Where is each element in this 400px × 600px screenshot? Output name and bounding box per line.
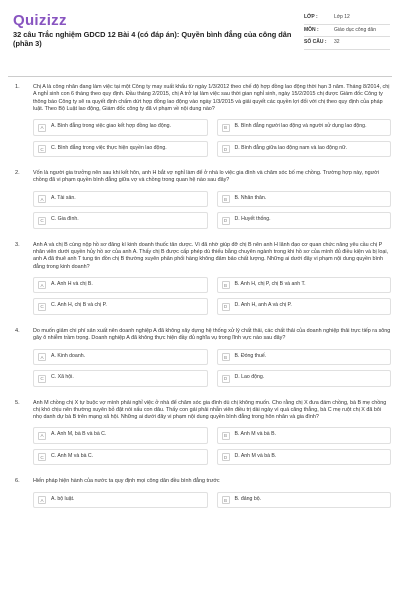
answer-option-a[interactable] bbox=[33, 191, 208, 208]
option-letter: A bbox=[38, 496, 46, 504]
option-letter: D bbox=[222, 303, 230, 311]
question-list bbox=[0, 84, 400, 521]
answer-options bbox=[33, 492, 391, 509]
answer-option-a[interactable] bbox=[33, 349, 208, 366]
answer-options bbox=[33, 191, 391, 229]
question-3 bbox=[0, 242, 400, 315]
question-text: Vốn là người gia trưởng nên sau khi kết hôn, anh H bắt vợ nghỉ làm để ở nhà lo việc gia đình và chăm sóc bố mẹ chồng. Trường hợp này, người chồng đã vi phạm quyền bình đẳng giữa vợ và chồng trong quan hệ nào sau đây? bbox=[33, 170, 379, 184]
option-text: A. Anh M, bà B và bà C. bbox=[51, 431, 107, 438]
answer-options bbox=[33, 427, 391, 465]
answer-option-d[interactable] bbox=[217, 449, 392, 466]
question-text: Chị A là công nhân đang làm việc tại một Công ty may xuất khẩu từ ngày 1/3/2012 theo chế độ hợp đồng lao động thời hạn 3 năm. Tháng 8/2014, chị A nghỉ sinh con 6 tháng theo quy định. Đầu tháng 2/2015, chị A trở lại làm việc sau thời gian nghỉ sinh, ngày 15/2/2015 chị được Giám đốc Công ty thông báo Công ty sẽ ra quyết định chấm dứt hợp đồng lao động vào ngày 1/3/2015 và giải quyết các quyền lợi đối với chị theo quy định của pháp luật. Theo Bộ Luật lao động, Giám đốc công ty đã vi phạm về nội dung nào? bbox=[33, 84, 390, 112]
answer-option-d[interactable] bbox=[217, 298, 392, 315]
option-letter: D bbox=[222, 375, 230, 383]
answer-option-b[interactable] bbox=[217, 277, 392, 294]
question-4 bbox=[0, 328, 400, 387]
question-5 bbox=[0, 400, 400, 466]
question-6 bbox=[0, 478, 400, 508]
option-letter: A bbox=[38, 195, 46, 203]
option-letter: C bbox=[38, 217, 46, 225]
question-number: 1. bbox=[15, 84, 20, 90]
answer-option-c[interactable] bbox=[33, 141, 208, 158]
option-text: C. Anh M và bà C. bbox=[51, 452, 94, 459]
option-letter: C bbox=[38, 145, 46, 153]
option-letter: B bbox=[222, 353, 230, 361]
option-letter: A bbox=[38, 432, 46, 440]
option-letter: B bbox=[222, 432, 230, 440]
question-text: Anh M chồng chị X tự buộc vợ mình phải nghỉ việc ở nhà để chăm sóc gia đình dù chị không muốn. Cho rằng chị X đưa đám chồng, bà B mẹ chồng chị khó chịu nên thường xuyên bỏ đặt nói xấu con dâu. Thấy con gái phải nhẫn viên điều trị dài ngày vì quá căng thẳng, bà C mẹ ruột chị X đã bôi nhọ danh dự bà B trên mạng xã hội. Những ai dưới đây vi phạm nội dung quyền bình đẳng trong hôn nhân và gia đình? bbox=[33, 399, 387, 421]
meta-label: LỚP : bbox=[304, 14, 318, 20]
option-letter: B bbox=[222, 496, 230, 504]
meta-value: Giáo dục công dân bbox=[334, 26, 376, 33]
question-number: 2. bbox=[15, 170, 20, 177]
option-text: C. Xã hội. bbox=[51, 374, 74, 381]
option-text: D. Lao động. bbox=[234, 374, 265, 381]
option-letter: A bbox=[38, 353, 46, 361]
option-text: A. Anh H và chị B. bbox=[51, 280, 93, 287]
option-text: C. Gia đình. bbox=[51, 216, 79, 223]
question-1 bbox=[0, 84, 400, 157]
option-text: A. bộ luật. bbox=[51, 495, 75, 502]
answer-option-a[interactable] bbox=[33, 277, 208, 294]
option-text: B. Anh M và bà B. bbox=[234, 431, 277, 438]
meta-label: MÔN : bbox=[304, 26, 319, 33]
answer-option-d[interactable] bbox=[217, 141, 392, 158]
answer-option-c[interactable] bbox=[33, 298, 208, 315]
option-letter: C bbox=[38, 453, 46, 461]
answer-option-c[interactable] bbox=[33, 212, 208, 229]
option-letter: B bbox=[222, 124, 230, 132]
option-text: C. Anh H, chị B và chị P. bbox=[51, 302, 107, 309]
question-text: Anh A và chị B cùng nộp hồ sơ đăng kí kinh doanh thuốc tân dược. Vì đã nhờ giúp đỡ chị B nên anh H lãnh đạo cơ quan chức năng yêu cầu chị P nhân viên dưới quyền hủy hồ sơ của anh A. Thấy chị B được cấp phép dù thiếu bằng chuyên ngành trong khi hồ sơ của mình đủ điều kiện và bị loại, anh A đã thuê anh T tung tin đồn chị B thường xuyên phân phối hàng không đảm bảo chất lượng. Những ai dưới đây vi phạm nội dung quyền bình đẳng trong kinh doanh? bbox=[33, 241, 389, 270]
option-letter: C bbox=[38, 303, 46, 311]
question-text: Hiến pháp hiện hành của nước ta quy định mọi công dân đều bình đẳng trước bbox=[33, 478, 220, 485]
answer-option-c[interactable] bbox=[33, 370, 208, 387]
header-divider bbox=[8, 76, 392, 77]
option-letter: D bbox=[222, 145, 230, 153]
meta-row-class bbox=[304, 12, 390, 25]
option-text: A. Tài sản. bbox=[51, 194, 76, 201]
option-letter: A bbox=[38, 281, 46, 289]
quizizz-logo: Quizizz bbox=[13, 12, 67, 29]
question-2 bbox=[0, 170, 400, 229]
option-letter: B bbox=[222, 281, 230, 289]
answer-option-a[interactable] bbox=[33, 119, 208, 136]
option-letter: D bbox=[222, 453, 230, 461]
option-text: D. Bình đẳng giữa lao động nam và lao động nữ. bbox=[234, 144, 348, 151]
question-number: 5. bbox=[15, 399, 20, 406]
option-text: B. Anh H, chị P, chị B và anh T. bbox=[234, 280, 306, 287]
answer-option-b[interactable] bbox=[217, 492, 392, 509]
answer-option-d[interactable] bbox=[217, 212, 392, 229]
question-number: 3. bbox=[15, 241, 20, 248]
answer-option-b[interactable] bbox=[217, 349, 392, 366]
option-letter: B bbox=[222, 195, 230, 203]
answer-option-a[interactable] bbox=[33, 492, 208, 509]
answer-option-a[interactable] bbox=[33, 427, 208, 444]
meta-row-count bbox=[304, 37, 390, 50]
meta-value: 32 bbox=[334, 39, 340, 45]
option-text: B. Bình đẳng người lao động và người sử dụng lao động. bbox=[234, 123, 367, 130]
option-text: A. Kinh doanh. bbox=[51, 352, 86, 359]
option-text: A. Bình đẳng trong việc giao kết hợp đồng lao động. bbox=[51, 123, 171, 130]
answer-option-b[interactable] bbox=[217, 191, 392, 208]
answer-option-d[interactable] bbox=[217, 370, 392, 387]
meta-value: Lớp 12 bbox=[334, 14, 350, 20]
worksheet-meta bbox=[304, 12, 390, 50]
option-letter: A bbox=[38, 124, 46, 132]
option-text: D. Anh H, anh A và chị P. bbox=[234, 302, 292, 309]
answer-options bbox=[33, 349, 391, 387]
question-number: 6. bbox=[15, 478, 20, 485]
answer-option-b[interactable] bbox=[217, 427, 392, 444]
question-number: 4. bbox=[15, 327, 20, 334]
worksheet-header bbox=[0, 0, 400, 72]
answer-options bbox=[33, 119, 391, 157]
answer-option-c[interactable] bbox=[33, 449, 208, 466]
option-letter: D bbox=[222, 217, 230, 225]
meta-label: SỐ CÂU : bbox=[304, 39, 327, 45]
option-text: C. Bình đẳng trong việc thực hiện quyền lao động. bbox=[51, 144, 167, 151]
answer-options bbox=[33, 277, 391, 315]
option-text: D. Anh M và bà B. bbox=[234, 452, 277, 459]
worksheet-title: 32 câu Trắc nghiệm GDCD 12 Bài 4 (có đáp án): Quyền bình đẳng của công dân (phần 3) bbox=[13, 30, 292, 48]
option-letter: C bbox=[38, 375, 46, 383]
option-text: B. Đóng thuế. bbox=[234, 352, 267, 359]
answer-option-b[interactable] bbox=[217, 119, 392, 136]
question-text: Do muốn giảm chi phí sản xuất nên doanh nghiệp A đã không xây dựng hệ thống xử lý chất thải, các chất thải của doanh nghiệp thải trực tiếp ra sông gây ô nhiễm trầm trọng. Doanh nghiệp A đã không thực hiện đầy đủ nghĩa vụ trong lĩnh vực nào sau đây? bbox=[33, 327, 391, 342]
meta-row-subject bbox=[304, 25, 390, 38]
option-text: D. Huyết thống. bbox=[234, 216, 271, 223]
option-text: B. Nhân thân. bbox=[234, 194, 267, 201]
option-text: B. đảng bộ. bbox=[234, 495, 262, 502]
